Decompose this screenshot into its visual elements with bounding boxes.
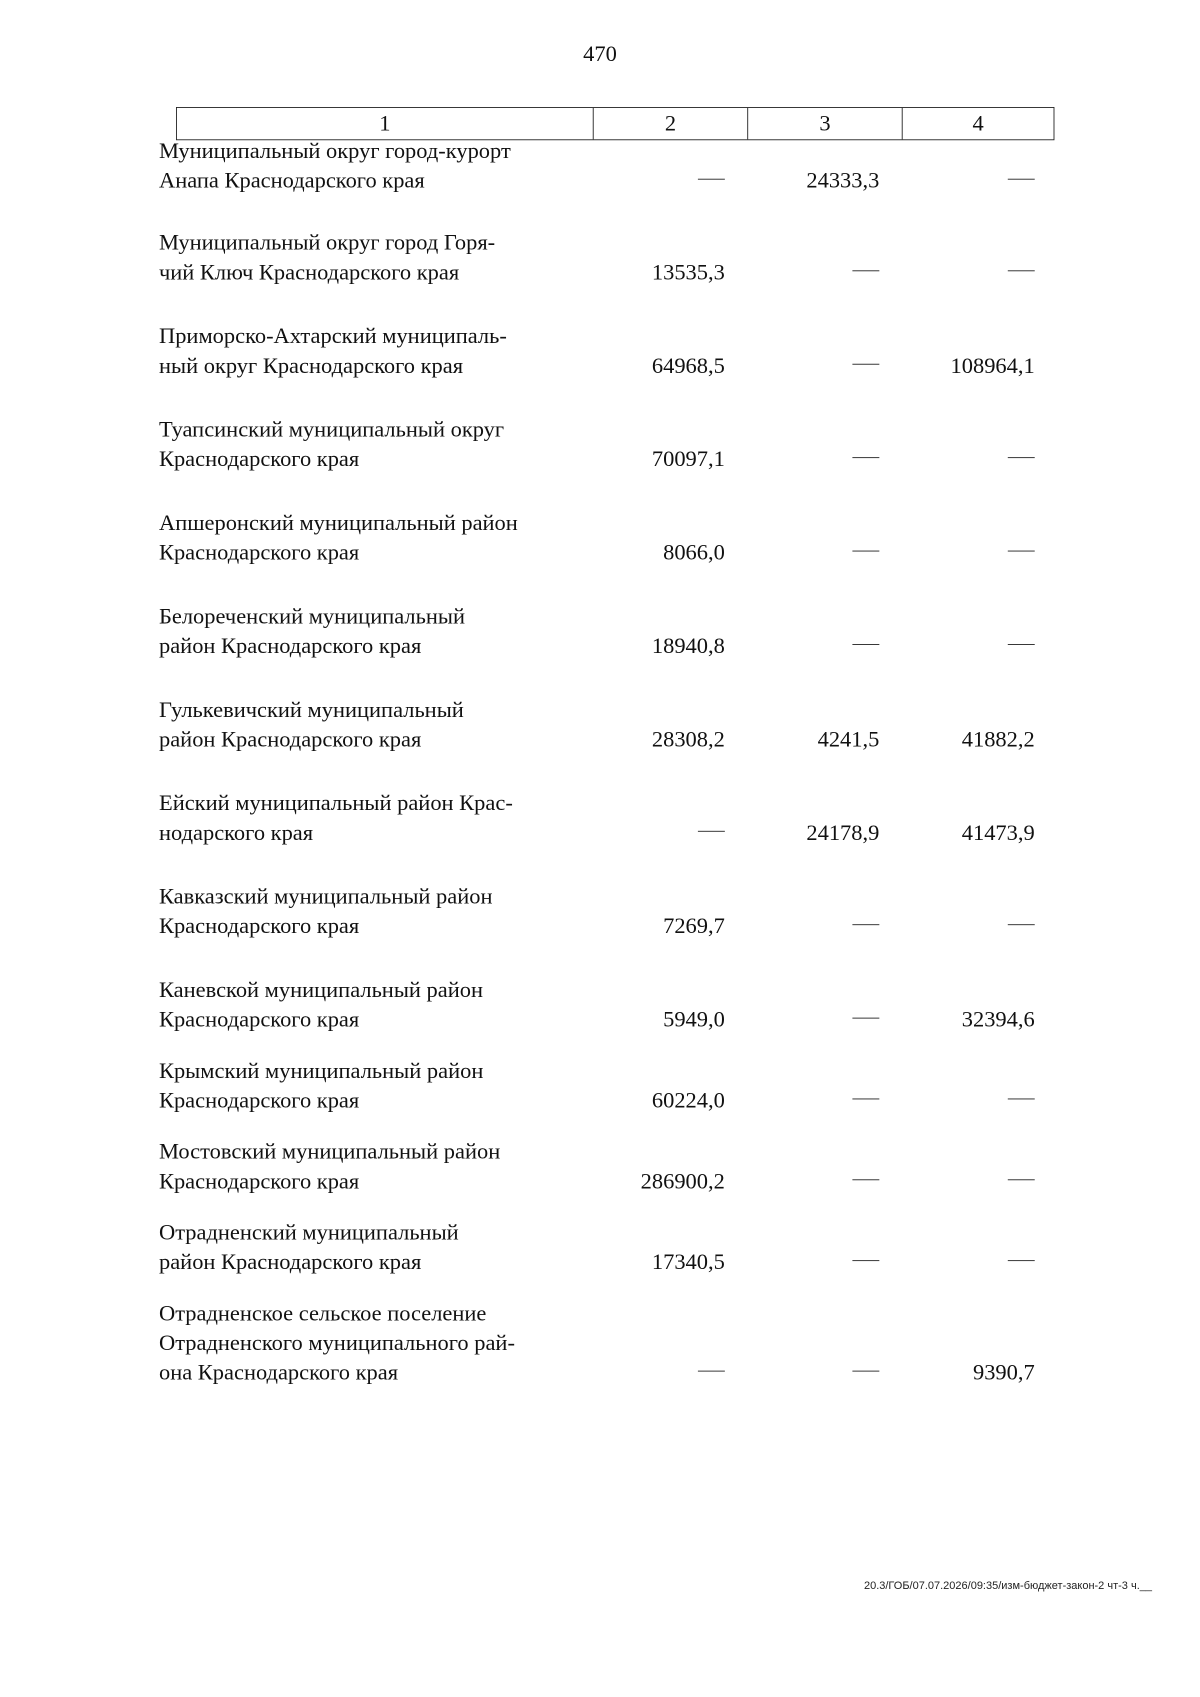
value-col-2: 18940,8 — [651, 634, 725, 659]
empty-value-dash — [852, 912, 879, 942]
empty-value-dash — [852, 1086, 879, 1116]
empty-value-dash — [852, 538, 879, 568]
dash-mark — [852, 550, 879, 551]
value-col-4: 108964,1 — [950, 353, 1035, 379]
value-col-2: 286900,2 — [640, 1169, 725, 1194]
row-name: Гулькевичский муниципальный район Краснодарского края — [158, 697, 464, 752]
empty-value-dash — [1008, 258, 1035, 288]
dash-mark — [852, 364, 879, 365]
empty-value-dash — [1008, 1086, 1035, 1116]
empty-value-dash — [1008, 166, 1035, 196]
empty-value-dash — [698, 1358, 725, 1388]
row-name: Приморско-Ахтарский муниципаль- ный округ Краснодарского края — [158, 324, 507, 379]
dash-mark — [698, 831, 725, 832]
header-cell-4: 4 — [972, 111, 984, 136]
row-name: Крымский муниципальный район Краснодарского края — [158, 1058, 484, 1113]
dash-mark — [1008, 1260, 1035, 1261]
empty-value-dash — [852, 1167, 879, 1197]
header-cell-1: 1 — [177, 108, 594, 139]
dash-mark — [852, 270, 879, 271]
value-col-4: 41473,9 — [961, 820, 1035, 846]
value-col-2: 13535,3 — [651, 260, 725, 285]
row-name: Отрадненское сельское поселение Отрадненского муниципального рай- она Краснодарского края — [158, 1301, 515, 1386]
dash-mark — [1008, 270, 1035, 271]
row-name: Белореченский муниципальный район Краснодарского края — [158, 604, 465, 659]
row-name: Ейский муниципальный район Крас- нодарского края — [158, 791, 513, 846]
dash-mark — [698, 1370, 725, 1371]
empty-value-dash — [1008, 538, 1035, 568]
dash-mark — [852, 924, 879, 925]
header-cell-2: 2 — [594, 108, 748, 139]
empty-value-dash — [852, 631, 879, 661]
dash-mark — [852, 1098, 879, 1099]
row-name: Отрадненский муниципальный район Краснодарского края — [158, 1220, 459, 1275]
row-name: Каневской муниципальный район Краснодарского края — [158, 978, 484, 1033]
dash-mark — [852, 1017, 879, 1018]
value-col-2: 17340,5 — [651, 1250, 725, 1275]
empty-value-dash — [1008, 1167, 1035, 1197]
value-col-2: 8066,0 — [663, 540, 725, 565]
dash-mark — [1008, 1179, 1035, 1180]
row-name: Мостовский муниципальный район Краснодарского края — [158, 1139, 501, 1194]
empty-value-dash — [852, 351, 879, 381]
empty-value-dash — [852, 258, 879, 288]
dash-mark — [852, 1260, 879, 1261]
row-name: Муниципальный округ город-курорт Анапа Краснодарского края — [158, 139, 511, 194]
row-name: Кавказский муниципальный район Краснодарского края — [158, 884, 493, 939]
value-col-2: 64968,5 — [651, 353, 725, 379]
empty-value-dash — [1008, 912, 1035, 942]
empty-value-dash — [698, 166, 725, 196]
dash-mark — [852, 1179, 879, 1180]
dash-mark — [1008, 1098, 1035, 1099]
value-col-3: 4241,5 — [817, 727, 880, 752]
value-col-2: 70097,1 — [651, 447, 725, 472]
dash-mark — [852, 644, 879, 645]
dash-mark — [1008, 550, 1035, 551]
value-col-3: 24333,3 — [806, 168, 880, 194]
header-cell-3: 3 — [748, 108, 902, 139]
value-col-2: 5949,0 — [663, 1007, 725, 1033]
empty-value-dash — [852, 1358, 879, 1388]
dash-mark — [1008, 457, 1035, 458]
document-footer-code: 20.3/ГОБ/07.07.2026/09:35/изм-бюджет-закон-2 чт-3 ч.__ — [863, 1580, 1152, 1592]
page-number: 470 — [583, 42, 617, 67]
value-col-4: 9390,7 — [972, 1360, 1035, 1386]
dash-mark — [1008, 179, 1035, 180]
dash-mark — [852, 1370, 879, 1371]
empty-value-dash — [852, 1248, 879, 1278]
value-col-4: 32394,6 — [961, 1007, 1035, 1033]
value-col-4: 41882,2 — [961, 727, 1035, 752]
dash-mark — [698, 179, 725, 180]
empty-value-dash — [1008, 445, 1035, 475]
value-col-2: 60224,0 — [651, 1088, 725, 1113]
value-col-2: 28308,2 — [651, 727, 725, 752]
value-col-3: 24178,9 — [806, 820, 880, 846]
empty-value-dash — [1008, 1248, 1035, 1278]
dash-mark — [1008, 924, 1035, 925]
value-col-2: 7269,7 — [663, 914, 725, 939]
empty-value-dash — [852, 1005, 879, 1035]
row-name: Апшеронский муниципальный район Краснодарского края — [158, 511, 518, 565]
empty-value-dash — [1008, 631, 1035, 661]
dash-mark — [852, 457, 879, 458]
table-header-row — [176, 107, 1054, 140]
dash-mark — [1008, 644, 1035, 645]
row-name: Туапсинский муниципальный округ Краснодарского края — [158, 417, 505, 472]
row-name: Муниципальный округ город Горя- чий Ключ Краснодарского края — [158, 230, 496, 285]
empty-value-dash — [852, 445, 879, 475]
empty-value-dash — [698, 818, 725, 848]
